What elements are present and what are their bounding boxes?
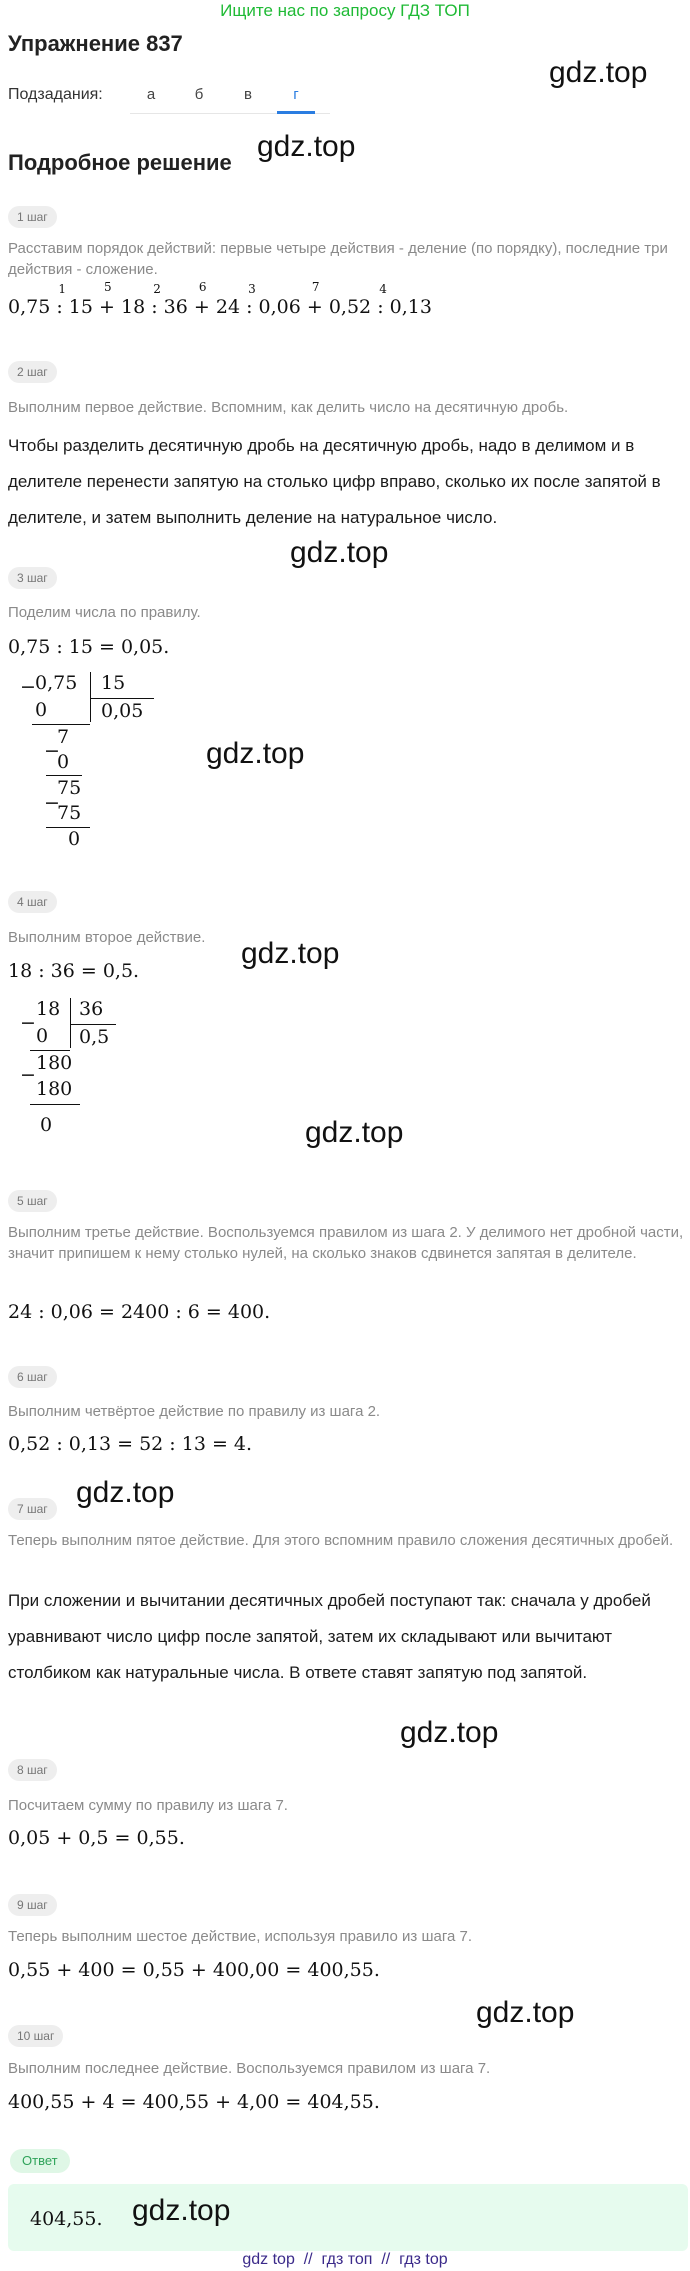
footer-links: gdz top // гдз топ // гдз top	[242, 2251, 448, 2268]
step-badge: 6 шаг	[8, 1366, 57, 1388]
step-note: Посчитаем сумму по правилу из шага 7.	[8, 1797, 288, 1814]
watermark: gdz.top	[476, 1996, 575, 2029]
step-note: Выполним первое действие. Вспомним, как делить число на десятичную дробь.	[8, 399, 569, 416]
active-tab-indicator	[277, 111, 315, 114]
step-badge: 3 шаг	[8, 567, 57, 589]
step-badge: 10 шаг	[8, 2025, 63, 2047]
watermark: gdz.top	[132, 2194, 231, 2227]
watermark: gdz.top	[290, 536, 389, 569]
watermark: gdz.top	[305, 1116, 404, 1149]
rule-text: Чтобы разделить десятичную дробь на десятичную дробь, надо в делимом и в делителе перенести запятую на столько цифр вправо, сколько их после запятой в делителе, и затем выполнить деление на натуральное число.	[8, 436, 661, 527]
order-expression: 0,75 1 : 15 5 + 18 2 : 36 6 + 24 3 : 0,06 7 + 0,52 4 : 0,13	[8, 280, 432, 318]
page-title: Упражнение 837	[8, 31, 183, 56]
step-math: 18 : 36 = 0,5.	[8, 960, 140, 982]
step-math: 0,55 + 400 = 0,55 + 400,00 = 400,55.	[8, 1959, 380, 1981]
step-math: 0,75 : 15 = 0,05.	[8, 636, 170, 658]
step-note: Выполним третье действие. Воспользуемся правилом из шага 2. У делимого нет дробной части, значит припишем к нему столько нулей, на сколько знаков сдвинется запятая в делителе.	[8, 1224, 684, 1262]
step-badge: 8 шаг	[8, 1759, 57, 1781]
step-badge: 2 шаг	[8, 361, 57, 383]
long-division: − 18 36 0 0,5 − 180 180 0	[0, 998, 200, 1148]
step-note: Выполним четвёртое действие по правилу из шага 2.	[8, 1403, 381, 1420]
footer-link[interactable]: гдз топ	[321, 2251, 373, 2268]
step-math: 0,52 : 0,13 = 52 : 13 = 4.	[8, 1433, 253, 1455]
step-math: 24 : 0,06 = 2400 : 6 = 400.	[8, 1301, 271, 1323]
tab-v[interactable]: в	[244, 86, 252, 103]
tab-b[interactable]: б	[194, 86, 204, 103]
step-math: 400,55 + 4 = 400,55 + 4,00 = 404,55.	[8, 2091, 380, 2113]
step-math: 0,05 + 0,5 = 0,55.	[8, 1827, 185, 1849]
step-note: Теперь выполним пятое действие. Для этого вспомним правило сложения десятичных дробей.	[8, 1532, 674, 1549]
subtasks-label: Подзадания:	[8, 86, 103, 103]
footer-link[interactable]: гдз top	[399, 2251, 448, 2268]
watermark: gdz.top	[257, 130, 356, 163]
tab-g[interactable]: г	[293, 86, 299, 103]
watermark: gdz.top	[76, 1476, 175, 1509]
rule-text: При сложении и вычитании десятичных дробей поступают так: сначала у дробей уравнивают число цифр после запятой, затем их складывают или вычитают столбиком как натуральные числа. В ответе ставят запятую под запятой.	[8, 1591, 651, 1682]
long-division: − 0,75 15 0 0,05 7 − 0 75 − 75 0	[0, 672, 200, 852]
step-note: Расставим порядок действий: первые четыре действия - деление (по порядку), последние три действия - сложение.	[8, 240, 668, 278]
step-badge: 4 шаг	[8, 891, 57, 913]
step-note: Теперь выполним шестое действие, используя правило из шага 7.	[8, 1928, 472, 1945]
tab-a[interactable]: а	[146, 86, 156, 103]
step-note: Выполним последнее действие. Воспользуемся правилом из шага 7.	[8, 2060, 491, 2077]
answer-badge: Ответ	[10, 2149, 70, 2173]
step-note: Выполним второе действие.	[8, 929, 206, 946]
step-badge: 9 шаг	[8, 1894, 57, 1916]
answer-value: 404,55.	[30, 2208, 103, 2230]
step-note: Поделим числа по правилу.	[8, 604, 201, 621]
watermark: gdz.top	[549, 56, 648, 89]
step-badge: 7 шаг	[8, 1498, 57, 1520]
step-badge: 1 шаг	[8, 206, 57, 228]
answer-box	[8, 2184, 688, 2251]
step-badge: 5 шаг	[8, 1190, 57, 1212]
watermark: gdz.top	[400, 1716, 499, 1749]
solution-heading: Подробное решение	[8, 150, 232, 175]
search-hint: Ищите нас по запросу ГДЗ ТОП	[220, 1, 470, 20]
footer-link[interactable]: gdz top	[242, 2251, 295, 2268]
watermark: gdz.top	[206, 737, 305, 770]
watermark: gdz.top	[241, 937, 340, 970]
